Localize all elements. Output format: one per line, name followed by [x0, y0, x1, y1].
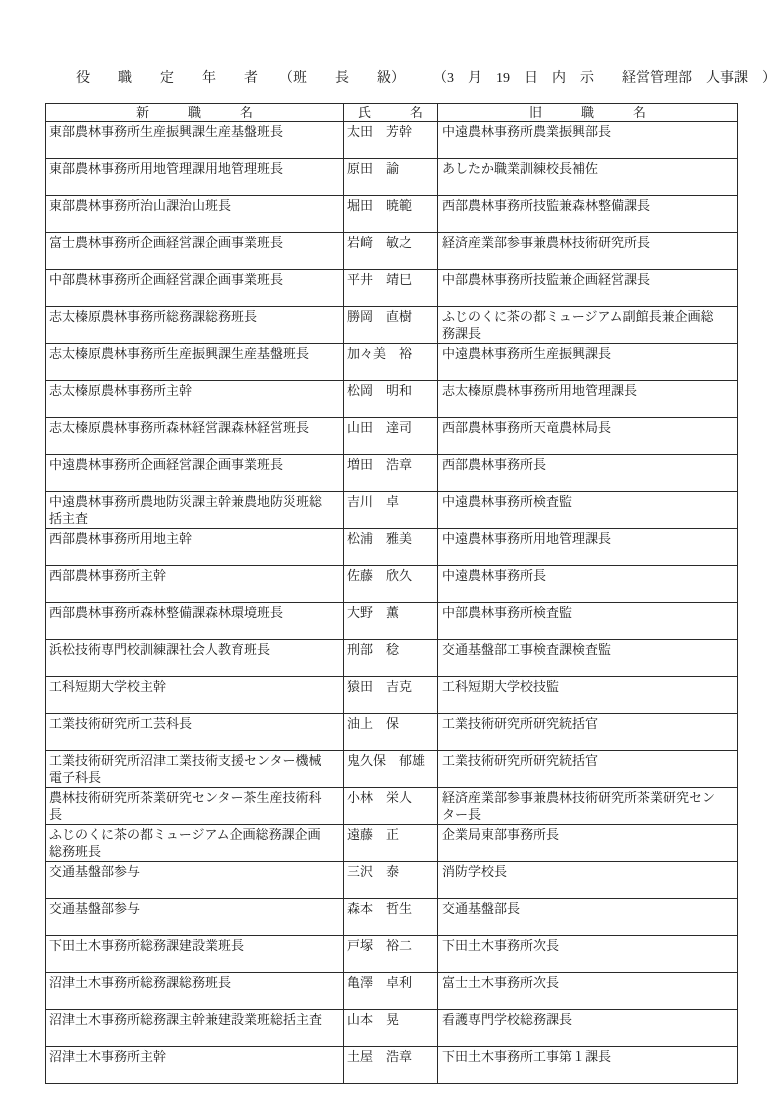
cell-old-title: 中遠農林事務所検査監: [438, 492, 738, 529]
cell-name: 三沢 泰: [344, 862, 438, 899]
cell-old-title: あしたか職業訓練校長補佐: [438, 159, 738, 196]
table-row: [46, 640, 738, 677]
table-row: [46, 159, 738, 196]
table-header-row: [46, 104, 738, 122]
cell-name: 油上 保: [344, 714, 438, 751]
cell-name: 大野 薫: [344, 603, 438, 640]
header-name: 氏 名: [344, 104, 438, 122]
cell-name: 山田 達司: [344, 418, 438, 455]
cell-new-title: 農林技術研究所茶業研究センター茶生産技術科長: [46, 788, 344, 825]
cell-new-title: 志太榛原農林事務所生産振興課生産基盤班長: [46, 344, 344, 381]
cell-name: 森本 哲生: [344, 899, 438, 936]
cell-old-title: 経済産業部参事兼農林技術研究所長: [438, 233, 738, 270]
table-body: [46, 122, 738, 1084]
cell-old-title: 企業局東部事務所長: [438, 825, 738, 862]
table-row: [46, 381, 738, 418]
table-row: [46, 196, 738, 233]
cell-new-title: 東部農林事務所生産振興課生産基盤班長: [46, 122, 344, 159]
table-row: [46, 788, 738, 825]
cell-old-title: 西部農林事務所技監兼森林整備課長: [438, 196, 738, 233]
cell-name: 増田 浩章: [344, 455, 438, 492]
cell-old-title: 経済産業部参事兼農林技術研究所茶業研究センター長: [438, 788, 738, 825]
table-row: [46, 344, 738, 381]
cell-old-title: 中部農林事務所検査監: [438, 603, 738, 640]
page-title: 役 職 定 年 者 （班 長 級） （3 月 19 日 内 示 経営管理部 人事課 ）: [76, 71, 776, 86]
cell-name: 遠藤 正: [344, 825, 438, 862]
cell-new-title: 東部農林事務所用地管理課用地管理班長: [46, 159, 344, 196]
cell-name: 平井 靖巳: [344, 270, 438, 307]
cell-name: 太田 芳幹: [344, 122, 438, 159]
table-row: [46, 751, 738, 788]
cell-new-title: 東部農林事務所治山課治山班長: [46, 196, 344, 233]
cell-old-title: 中遠農林事務所農業振興部長: [438, 122, 738, 159]
table-row: [46, 455, 738, 492]
cell-name: 吉川 卓: [344, 492, 438, 529]
cell-new-title: 中遠農林事務所農地防災課主幹兼農地防災班総括主査: [46, 492, 344, 529]
cell-new-title: 下田土木事務所総務課建設業班長: [46, 936, 344, 973]
cell-old-title: 工業技術研究所研究統括官: [438, 714, 738, 751]
cell-new-title: 中遠農林事務所企画経営課企画事業班長: [46, 455, 344, 492]
cell-name: 猿田 吉克: [344, 677, 438, 714]
cell-old-title: 下田土木事務所次長: [438, 936, 738, 973]
cell-old-title: ふじのくに茶の都ミュージアム副館長兼企画総務課長: [438, 307, 738, 344]
cell-old-title: 看護専門学校総務課長: [438, 1010, 738, 1047]
table-header: [46, 104, 738, 122]
table-row: [46, 603, 738, 640]
cell-new-title: 浜松技術専門校訓練課社会人教育班長: [46, 640, 344, 677]
table-row: [46, 270, 738, 307]
table-row: [46, 862, 738, 899]
table-row: [46, 1010, 738, 1047]
cell-new-title: 工業技術研究所沼津工業技術支援センター機械電子科長: [46, 751, 344, 788]
cell-old-title: 中遠農林事務所生産振興課長: [438, 344, 738, 381]
cell-name: 刑部 稔: [344, 640, 438, 677]
cell-name: 佐藤 欣久: [344, 566, 438, 603]
cell-old-title: 西部農林事務所長: [438, 455, 738, 492]
cell-new-title: 西部農林事務所用地主幹: [46, 529, 344, 566]
cell-new-title: 志太榛原農林事務所主幹: [46, 381, 344, 418]
cell-old-title: 交通基盤部長: [438, 899, 738, 936]
cell-old-title: 中部農林事務所技監兼企画経営課長: [438, 270, 738, 307]
table-row: [46, 677, 738, 714]
cell-name: 原田 諭: [344, 159, 438, 196]
header-new-title: 新 職 名: [46, 104, 344, 122]
table-row: [46, 714, 738, 751]
table-row: [46, 307, 738, 344]
cell-old-title: 中遠農林事務所用地管理課長: [438, 529, 738, 566]
cell-new-title: 交通基盤部参与: [46, 862, 344, 899]
cell-new-title: 西部農林事務所主幹: [46, 566, 344, 603]
cell-old-title: 下田土木事務所工事第１課長: [438, 1047, 738, 1084]
cell-name: 松浦 雅美: [344, 529, 438, 566]
table-row: [46, 936, 738, 973]
cell-name: 戸塚 裕二: [344, 936, 438, 973]
cell-old-title: 工科短期大学校技監: [438, 677, 738, 714]
table-row: [46, 973, 738, 1010]
cell-new-title: 沼津土木事務所総務課主幹兼建設業班総括主査: [46, 1010, 344, 1047]
cell-name: 亀澤 卓利: [344, 973, 438, 1010]
cell-new-title: 志太榛原農林事務所森林経営課森林経営班長: [46, 418, 344, 455]
table-row: [46, 233, 738, 270]
cell-name: 勝岡 直樹: [344, 307, 438, 344]
cell-old-title: 富士土木事務所次長: [438, 973, 738, 1010]
table-row: [46, 492, 738, 529]
cell-old-title: 志太榛原農林事務所用地管理課長: [438, 381, 738, 418]
cell-old-title: 消防学校長: [438, 862, 738, 899]
cell-new-title: 中部農林事務所企画経営課企画事業班長: [46, 270, 344, 307]
cell-new-title: 沼津土木事務所総務課総務班長: [46, 973, 344, 1010]
cell-name: 土屋 浩章: [344, 1047, 438, 1084]
cell-name: 堀田 暁範: [344, 196, 438, 233]
cell-name: 加々美 裕: [344, 344, 438, 381]
cell-name: 松岡 明和: [344, 381, 438, 418]
cell-new-title: ふじのくに茶の都ミュージアム企画総務課企画総務班長: [46, 825, 344, 862]
cell-new-title: 交通基盤部参与: [46, 899, 344, 936]
cell-name: 岩﨑 敏之: [344, 233, 438, 270]
cell-new-title: 富士農林事務所企画経営課企画事業班長: [46, 233, 344, 270]
cell-new-title: 西部農林事務所森林整備課森林環境班長: [46, 603, 344, 640]
cell-new-title: 沼津土木事務所主幹: [46, 1047, 344, 1084]
table-row: [46, 122, 738, 159]
cell-old-title: 西部農林事務所天竜農林局長: [438, 418, 738, 455]
table-row: [46, 899, 738, 936]
table-row: [46, 529, 738, 566]
cell-name: 山本 晃: [344, 1010, 438, 1047]
cell-name: 鬼久保 郁雄: [344, 751, 438, 788]
cell-new-title: 志太榛原農林事務所総務課総務班長: [46, 307, 344, 344]
table-row: [46, 418, 738, 455]
cell-old-title: 工業技術研究所研究統括官: [438, 751, 738, 788]
cell-new-title: 工科短期大学校主幹: [46, 677, 344, 714]
table-row: [46, 1047, 738, 1084]
header-old-title: 旧 職 名: [438, 104, 738, 122]
cell-name: 小林 栄人: [344, 788, 438, 825]
cell-old-title: 中遠農林事務所長: [438, 566, 738, 603]
table-row: [46, 566, 738, 603]
cell-old-title: 交通基盤部工事検査課検査監: [438, 640, 738, 677]
personnel-table: [45, 103, 738, 1084]
table-row: [46, 825, 738, 862]
cell-new-title: 工業技術研究所工芸科長: [46, 714, 344, 751]
